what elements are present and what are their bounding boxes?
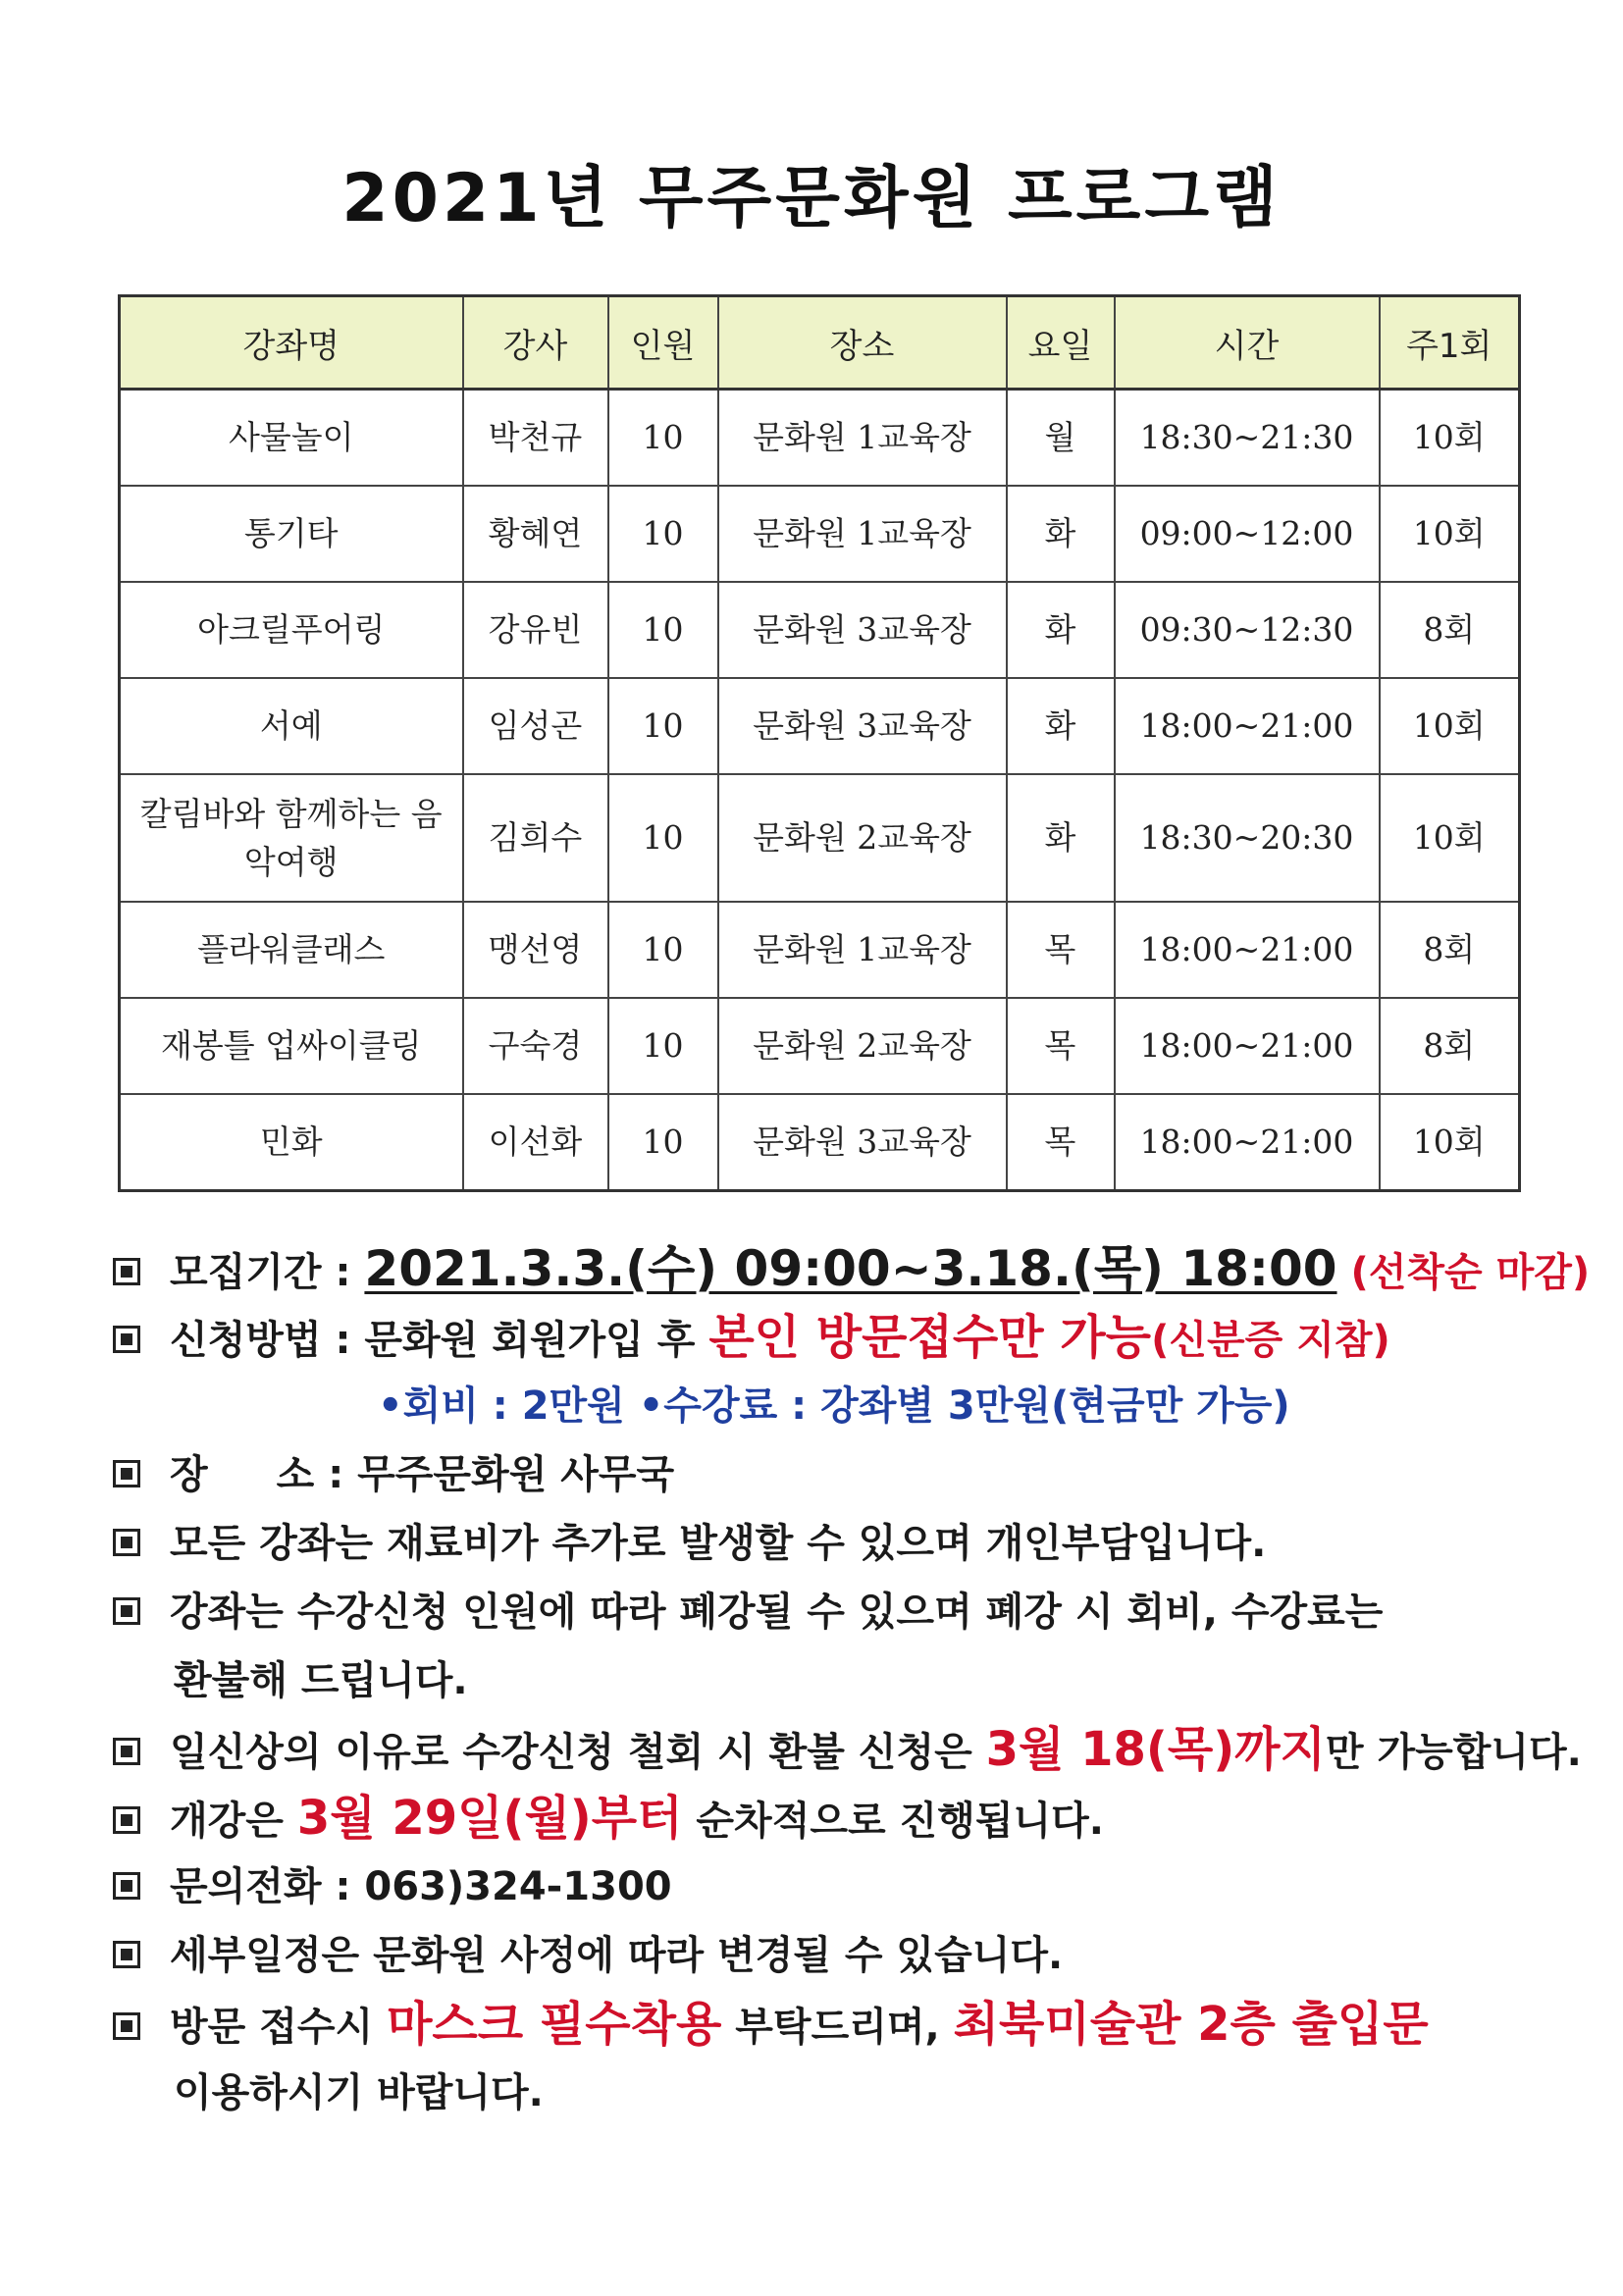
cell-time: 18:30~21:30 xyxy=(1115,390,1380,487)
cell-course: 재봉틀 업싸이클링 xyxy=(120,998,463,1094)
cell-instructor: 황혜연 xyxy=(463,486,608,582)
cell-time: 18:00~21:00 xyxy=(1115,1094,1380,1191)
cell-instructor: 김희수 xyxy=(463,774,608,902)
cell-sessions: 10회 xyxy=(1380,678,1520,774)
place-label-a: 장 xyxy=(170,1452,208,1497)
cell-time: 18:30~20:30 xyxy=(1115,774,1380,902)
cell-sessions: 8회 xyxy=(1380,582,1520,678)
list-item xyxy=(113,1990,1545,2059)
square-bullet-icon xyxy=(113,1258,140,1285)
cell-capacity: 10 xyxy=(608,774,718,902)
refund-text: 일신상의 이유로 수강신청 철회 시 환불 신청은 xyxy=(170,1730,986,1775)
cell-place: 문화원 2교육장 xyxy=(718,998,1007,1094)
open-tail: 순차적으로 진행됩니다. xyxy=(682,1799,1104,1844)
cell-instructor: 임성곤 xyxy=(463,678,608,774)
cell-capacity: 10 xyxy=(608,902,718,998)
visit-mask: 마스크 필수착용 xyxy=(387,1997,722,2052)
square-bullet-icon xyxy=(113,1326,140,1353)
header-place: 장소 xyxy=(718,296,1007,390)
table-row xyxy=(120,998,1520,1094)
cell-sessions: 10회 xyxy=(1380,390,1520,487)
cell-capacity: 10 xyxy=(608,390,718,487)
list-item xyxy=(113,1303,1545,1372)
square-bullet-icon xyxy=(113,1872,140,1900)
header-instructor: 강사 xyxy=(463,296,608,390)
list-item xyxy=(113,1234,1591,1303)
apply-label: 신청방법 : 문화원 회원가입 후 xyxy=(170,1318,709,1363)
cell-day: 화 xyxy=(1007,486,1115,582)
table-header-row xyxy=(120,296,1520,390)
cell-day: 화 xyxy=(1007,774,1115,902)
cell-instructor: 강유빈 xyxy=(463,582,608,678)
apply-id-note: (신분증 지참) xyxy=(1151,1318,1390,1363)
recruit-close: (선착순 마감) xyxy=(1350,1250,1591,1295)
list-item xyxy=(113,1921,1545,1990)
cell-course: 플라워클래스 xyxy=(120,902,463,998)
table-row xyxy=(120,678,1520,774)
phone-note: 문의전화 : 063)324-1300 xyxy=(170,1864,672,1909)
refund-deadline: 3월 18(목)까지 xyxy=(985,1722,1326,1777)
cell-place: 문화원 3교육장 xyxy=(718,678,1007,774)
cell-course: 칼림바와 함께하는 음악여행 xyxy=(120,774,463,902)
header-day: 요일 xyxy=(1007,296,1115,390)
cell-place: 문화원 1교육장 xyxy=(718,486,1007,582)
cell-sessions: 10회 xyxy=(1380,1094,1520,1191)
cancel-note-cont: 환불해 드립니다. xyxy=(174,1658,468,1703)
square-bullet-icon xyxy=(113,1597,140,1625)
cell-course: 통기타 xyxy=(120,486,463,582)
square-bullet-icon xyxy=(113,1460,140,1487)
cancel-note: 강좌는 수강신청 인원에 따라 폐강될 수 있으며 폐강 시 회비, 수강료는 xyxy=(170,1590,1384,1635)
cell-time: 18:00~21:00 xyxy=(1115,998,1380,1094)
cell-time: 09:00~12:00 xyxy=(1115,486,1380,582)
cell-course: 아크릴푸어링 xyxy=(120,582,463,678)
visit-text: 방문 접수시 xyxy=(170,2005,388,2050)
page-title: 2021년 무주문화원 프로그램 xyxy=(341,160,1282,237)
cell-place: 문화원 3교육장 xyxy=(718,582,1007,678)
open-date: 3월 29일(월)부터 xyxy=(296,1791,683,1846)
table-row xyxy=(120,582,1520,678)
cell-course: 사물놀이 xyxy=(120,390,463,487)
cell-course: 서예 xyxy=(120,678,463,774)
table-row xyxy=(120,390,1520,487)
header-capacity: 인원 xyxy=(608,296,718,390)
cell-sessions: 8회 xyxy=(1380,998,1520,1094)
visit-note-cont: 이용하시기 바랍니다. xyxy=(174,2070,544,2115)
cell-day: 목 xyxy=(1007,902,1115,998)
list-item xyxy=(113,1784,1545,1852)
cell-instructor: 맹선영 xyxy=(463,902,608,998)
material-note: 모든 강좌는 재료비가 추가로 발생할 수 있으며 개인부담입니다. xyxy=(170,1521,1267,1566)
cell-day: 목 xyxy=(1007,1094,1115,1191)
square-bullet-icon xyxy=(113,1806,140,1834)
cell-day: 목 xyxy=(1007,998,1115,1094)
notice-list xyxy=(113,1234,1591,2127)
cell-instructor: 이선화 xyxy=(463,1094,608,1191)
recruit-label: 모집기간 : xyxy=(170,1250,365,1295)
cell-time: 18:00~21:00 xyxy=(1115,902,1380,998)
list-item xyxy=(113,1715,1582,1784)
refund-tail: 만 가능합니다. xyxy=(1325,1730,1582,1775)
cell-instructor: 구숙경 xyxy=(463,998,608,1094)
cell-course: 민화 xyxy=(120,1094,463,1191)
list-item xyxy=(113,1852,1545,1921)
header-time: 시간 xyxy=(1115,296,1380,390)
header-course: 강좌명 xyxy=(120,296,463,390)
visit-entrance: 최북미술관 2층 출입문 xyxy=(953,1997,1429,2052)
cell-day: 화 xyxy=(1007,678,1115,774)
schedule-note: 세부일정은 문화원 사정에 따라 변경될 수 있습니다. xyxy=(170,1933,1064,1978)
table-row xyxy=(120,1094,1520,1191)
cell-place: 문화원 2교육장 xyxy=(718,774,1007,902)
place-label-b: 소 : 무주문화원 사무국 xyxy=(276,1452,675,1497)
list-item xyxy=(113,1509,1545,1578)
cell-capacity: 10 xyxy=(608,582,718,678)
list-item xyxy=(113,1440,1545,1509)
apply-emphasis: 본인 방문접수만 가능 xyxy=(708,1310,1152,1365)
cell-day: 화 xyxy=(1007,582,1115,678)
fee-line: •회비 : 2만원 •수강료 : 강좌별 3만원(현금만 가능) xyxy=(378,1383,1290,1429)
open-text: 개강은 xyxy=(170,1799,297,1844)
square-bullet-icon xyxy=(113,2012,140,2040)
cell-time: 18:00~21:00 xyxy=(1115,678,1380,774)
cell-capacity: 10 xyxy=(608,486,718,582)
cell-sessions: 10회 xyxy=(1380,774,1520,902)
cell-sessions: 10회 xyxy=(1380,486,1520,582)
square-bullet-icon xyxy=(113,1529,140,1556)
header-sessions: 주1회 xyxy=(1380,296,1520,390)
list-item xyxy=(113,1578,1545,1646)
program-table xyxy=(118,294,1521,1192)
cell-capacity: 10 xyxy=(608,1094,718,1191)
cell-day: 월 xyxy=(1007,390,1115,487)
table-row xyxy=(120,486,1520,582)
recruit-period: 2021.3.3.(수) 09:00~3.18.(목) 18:00 xyxy=(364,1240,1337,1297)
cell-sessions: 8회 xyxy=(1380,902,1520,998)
cell-time: 09:30~12:30 xyxy=(1115,582,1380,678)
table-row xyxy=(120,774,1520,902)
square-bullet-icon xyxy=(113,1738,140,1765)
cell-capacity: 10 xyxy=(608,998,718,1094)
cell-place: 문화원 1교육장 xyxy=(718,902,1007,998)
cell-place: 문화원 1교육장 xyxy=(718,390,1007,487)
square-bullet-icon xyxy=(113,1941,140,1968)
cell-capacity: 10 xyxy=(608,678,718,774)
table-row xyxy=(120,902,1520,998)
cell-instructor: 박천규 xyxy=(463,390,608,487)
cell-place: 문화원 3교육장 xyxy=(718,1094,1007,1191)
visit-mid: 부탁드리며, xyxy=(721,2005,954,2050)
